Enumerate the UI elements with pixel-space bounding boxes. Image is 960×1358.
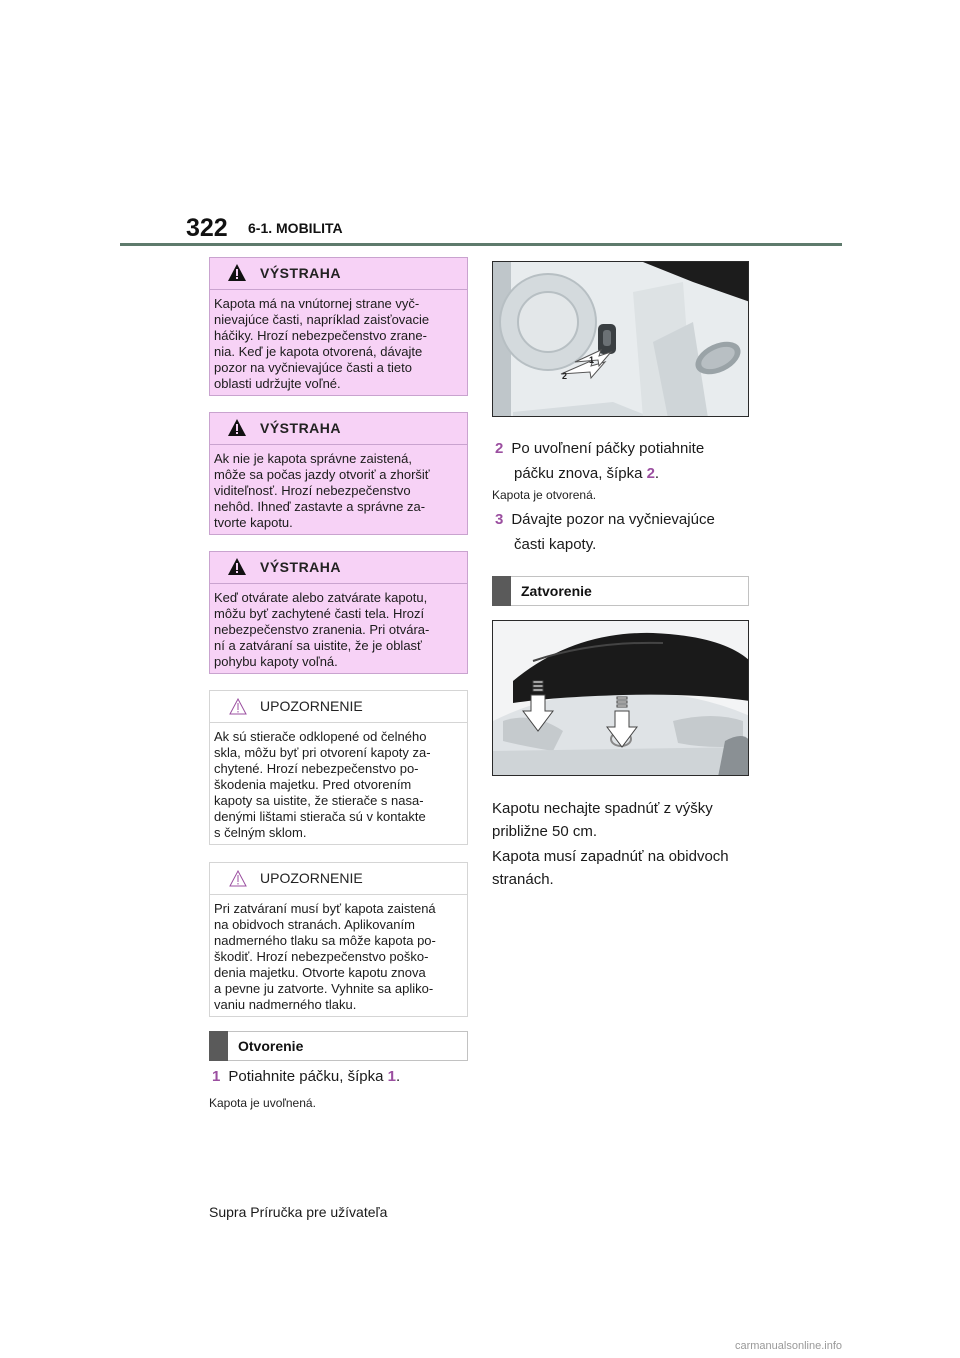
paragraph-line: stranách. [492, 871, 554, 888]
step-number: 1 [212, 1068, 221, 1085]
figure-label-2: 2 [562, 371, 568, 381]
step-number: 3 [495, 511, 504, 528]
warning-triangle-icon [228, 419, 246, 436]
warning-box-3 [209, 551, 468, 674]
step-number: 2 [495, 440, 504, 457]
warning-triangle-icon [228, 558, 246, 575]
step-text: časti kapoty. [514, 536, 597, 553]
step-2 [495, 438, 704, 485]
notice-title: UPOZORNENIE [260, 698, 363, 714]
step-text: páčku znova, šípka [514, 465, 647, 482]
hood-release-lever-illustration [493, 262, 749, 417]
warning-header [210, 413, 467, 445]
warning-title: VÝSTRAHA [260, 559, 342, 575]
heading-bar [492, 576, 511, 606]
notice-box-2 [209, 862, 468, 1017]
heading-bar [209, 1031, 228, 1061]
paragraph-line: Kapotu nechajte spadnúť z výšky [492, 800, 713, 817]
notice-text: Ak sú stierače odklopené od čelného skla, môžu byť pri otvorení kapoty za- chytené. Hrozí nebezpečenstvo po- škodenia majetku. Pred otvorením kapoty sa uistite, že stierače s nasa- denými lištami stierača sú v kontakte s čelným sklom. [214, 729, 431, 840]
arrow-reference: 2 [646, 465, 655, 482]
step-tail: . [654, 465, 660, 482]
warning-header [210, 552, 467, 584]
paragraph-line: približne 50 cm. [492, 823, 598, 840]
step-tail: . [395, 1068, 401, 1085]
section-title: 6-1. MOBILITA [248, 220, 343, 236]
warning-triangle-icon [228, 264, 246, 281]
notice-header [210, 863, 467, 895]
notice-text: Pri zatváraní musí byť kapota zaistená na obidvoch stranách. Aplikovaním nadmerného tlaku sa môže kapota po- škodiť. Hrozí nebezpečenstvo poško- denia majetku. Otvorte kapotu znova a pevne ju zatvorte. Vyhnite sa apliko- vaniu nadmerného tlaku. [214, 901, 436, 1012]
closing-heading-label: Zatvorenie [521, 583, 592, 599]
step-text: Po uvoľnení páčky potiahnite [511, 440, 705, 457]
step-1-result: Kapota je uvoľnená. [209, 1096, 316, 1110]
warning-box-2 [209, 412, 468, 535]
step-text: Potiahnite páčku, šípka [228, 1068, 388, 1085]
step-text: Dávajte pozor na vyčnievajúce [511, 511, 715, 528]
step-1 [212, 1066, 400, 1088]
watermark: carmanualsonline.info [734, 1340, 842, 1352]
notice-title: UPOZORNENIE [260, 870, 363, 886]
warning-text: Ak nie je kapota správne zaistená, môže sa počas jazdy otvoriť a zhoršiť viditeľnosť. Hrozí nebezpečenstvo nehôd. Ihneď zastavte a správne za- tvorte kapotu. [214, 451, 430, 530]
warning-title: VÝSTRAHA [260, 265, 342, 281]
opening-heading-label: Otvorenie [238, 1038, 304, 1054]
closing-heading [492, 576, 749, 606]
opening-heading [209, 1031, 468, 1061]
caution-triangle-icon [229, 870, 247, 887]
warning-box-1 [209, 257, 468, 396]
warning-title: VÝSTRAHA [260, 420, 342, 436]
warning-text: Keď otvárate alebo zatvárate kapotu, môžu byť zachytené časti tela. Hrozí nebezpečenstvo zranenia. Pri otvára- ní a zatváraní sa uistite, že je oblasť pohybu kapoty voľná. [214, 590, 430, 669]
hood-release-lever-figure [492, 261, 749, 417]
warning-header [210, 258, 467, 290]
caution-triangle-icon [229, 698, 247, 715]
page-number: 322 [186, 214, 228, 242]
closing-hood-illustration [493, 621, 749, 776]
closing-paragraph-2 [492, 846, 729, 891]
notice-box-1 [209, 690, 468, 845]
warning-text: Kapota má na vnútornej strane vyč- nievajúce časti, napríklad zaisťovacie háčiky. Hrozí nebezpečenstvo zrane- nia. Keď je kapota otvorená, dávajte pozor na vyčnievajúce časti a tieto oblasti udržujte voľné. [214, 296, 430, 391]
arrow-reference: 1 [387, 1068, 396, 1085]
paragraph-line: Kapota musí zapadnúť na obidvoch [492, 848, 729, 865]
figure-label-1: 1 [589, 355, 595, 365]
header-rule [120, 243, 842, 246]
notice-header [210, 691, 467, 723]
footer-text: Supra Príručka pre užívateľa [209, 1204, 388, 1220]
step-2-result: Kapota je otvorená. [492, 488, 597, 502]
step-3 [495, 509, 715, 556]
closing-paragraph-1 [492, 798, 713, 843]
closing-hood-figure [492, 620, 749, 776]
